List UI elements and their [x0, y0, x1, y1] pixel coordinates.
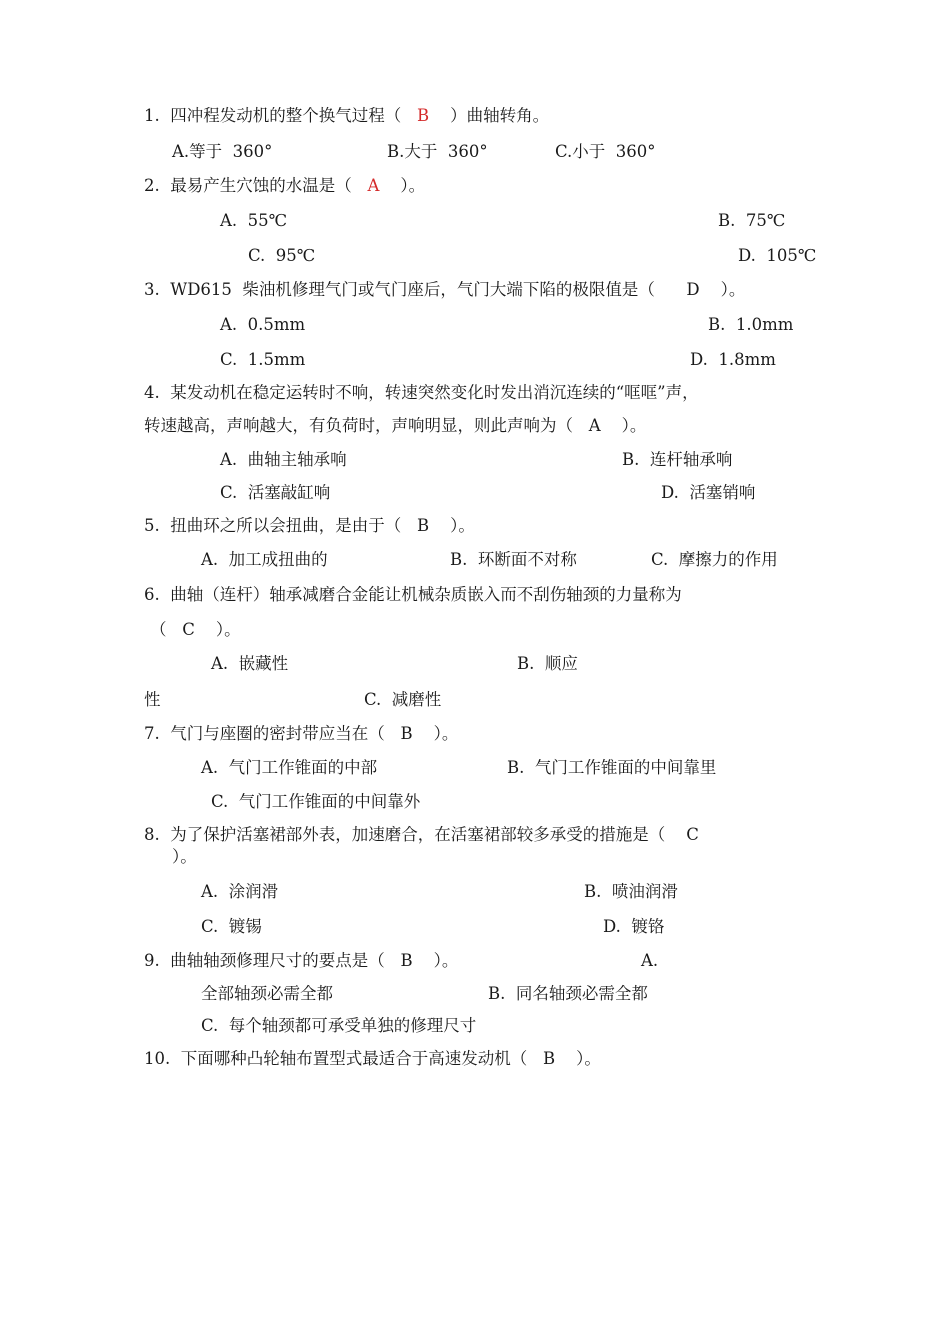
q9-option-c: C. 每个轴颈都可承受单独的修理尺寸 [201, 1016, 477, 1035]
q6-option-a: A. 嵌藏性 [211, 654, 289, 673]
question-2-stem: 2. 最易产生穴蚀的水温是（ [144, 176, 368, 195]
question-8-line-2: ）。 [172, 847, 197, 866]
q1-option-c: C.小于 360° [555, 142, 656, 161]
question-9-stem: 9. 曲轴轴颈修理尺寸的要点是（ B ）。 [144, 951, 459, 970]
q5-option-b: B. 环断面不对称 [450, 550, 577, 569]
question-1 [144, 105, 549, 127]
question-1-tail: ）曲轴转角。 [429, 106, 550, 125]
q9-option-a: 全部轴颈必需全都 [201, 984, 333, 1003]
question-10-stem: 10. 下面哪种凸轮轴布置型式最适合于高速发动机（ B ）。 [144, 1049, 601, 1068]
question-2 [144, 175, 425, 197]
q5-option-a: A. 加工成扭曲的 [201, 550, 328, 569]
q9-option-a-label: A. [641, 951, 659, 970]
q2-option-b: B. 75℃ [718, 211, 786, 230]
q8-option-c: C. 镀锡 [201, 917, 262, 936]
q4-option-b: B. 连杆轴承响 [622, 450, 733, 469]
q5-option-c: C. 摩擦力的作用 [651, 550, 778, 569]
q6-option-b-continued: 性 [144, 690, 161, 709]
q1-option-b: B.大于 360° [387, 142, 488, 161]
q8-option-a: A. 涂润滑 [201, 882, 279, 901]
q8-option-b: B. 喷油润滑 [584, 882, 678, 901]
question-4-line-1: 4. 某发动机在稳定运转时不响，转速突然变化时发出消沉连续的“哐哐”声， [144, 383, 699, 402]
question-6-line-2: （ C ）。 [150, 620, 241, 639]
question-1-answer: B [416, 106, 430, 125]
question-6-line-1: 6. 曲轴（连杆）轴承减磨合金能让机械杂质嵌入而不刮伤轴颈的力量称为 [144, 585, 682, 604]
question-3-stem: 3. WD615 柴油机修理气门或气门座后，气门大端下陷的极限值是（ D ）。 [144, 280, 746, 299]
q2-option-a: A. 55℃ [220, 211, 288, 230]
q7-option-a: A. 气门工作锥面的中部 [201, 758, 378, 777]
q8-option-d: D. 镀铬 [603, 917, 665, 936]
q2-option-c: C. 95℃ [248, 246, 316, 265]
question-5-stem: 5. 扭曲环之所以会扭曲，是由于（ B ）。 [144, 516, 475, 535]
q6-option-b: B. 顺应 [517, 654, 578, 673]
q4-option-d: D. 活塞销响 [661, 483, 756, 502]
question-2-tail: ）。 [379, 176, 426, 195]
question-2-answer: A [367, 176, 380, 195]
q6-option-c: C. 减磨性 [364, 690, 442, 709]
question-4-line-2: 转速越高，声响越大，有负荷时，声响明显，则此声响为（ A ）。 [144, 416, 647, 435]
q4-option-c: C. 活塞敲缸响 [220, 483, 331, 502]
q7-option-c: C. 气门工作锥面的中间靠外 [211, 792, 421, 811]
q7-option-b: B. 气门工作锥面的中间靠里 [507, 758, 717, 777]
question-1-stem: 1. 四冲程发动机的整个换气过程（ [144, 106, 417, 125]
q3-option-a: A. 0.5mm [220, 315, 306, 334]
question-7-stem: 7. 气门与座圈的密封带应当在（ B ）。 [144, 724, 459, 743]
q3-option-c: C. 1.5mm [220, 350, 306, 369]
question-8-line-1: 8. 为了保护活塞裙部外表，加速磨合，在活塞裙部较多承受的措施是（ C [144, 825, 699, 844]
q9-option-b: B. 同名轴颈必需全都 [488, 984, 648, 1003]
q4-option-a: A. 曲轴主轴承响 [220, 450, 347, 469]
q3-option-b: B. 1.0mm [708, 315, 794, 334]
q1-option-a: A.等于 360° [172, 142, 273, 161]
q2-option-d: D. 105℃ [738, 246, 817, 265]
q3-option-d: D. 1.8mm [690, 350, 776, 369]
